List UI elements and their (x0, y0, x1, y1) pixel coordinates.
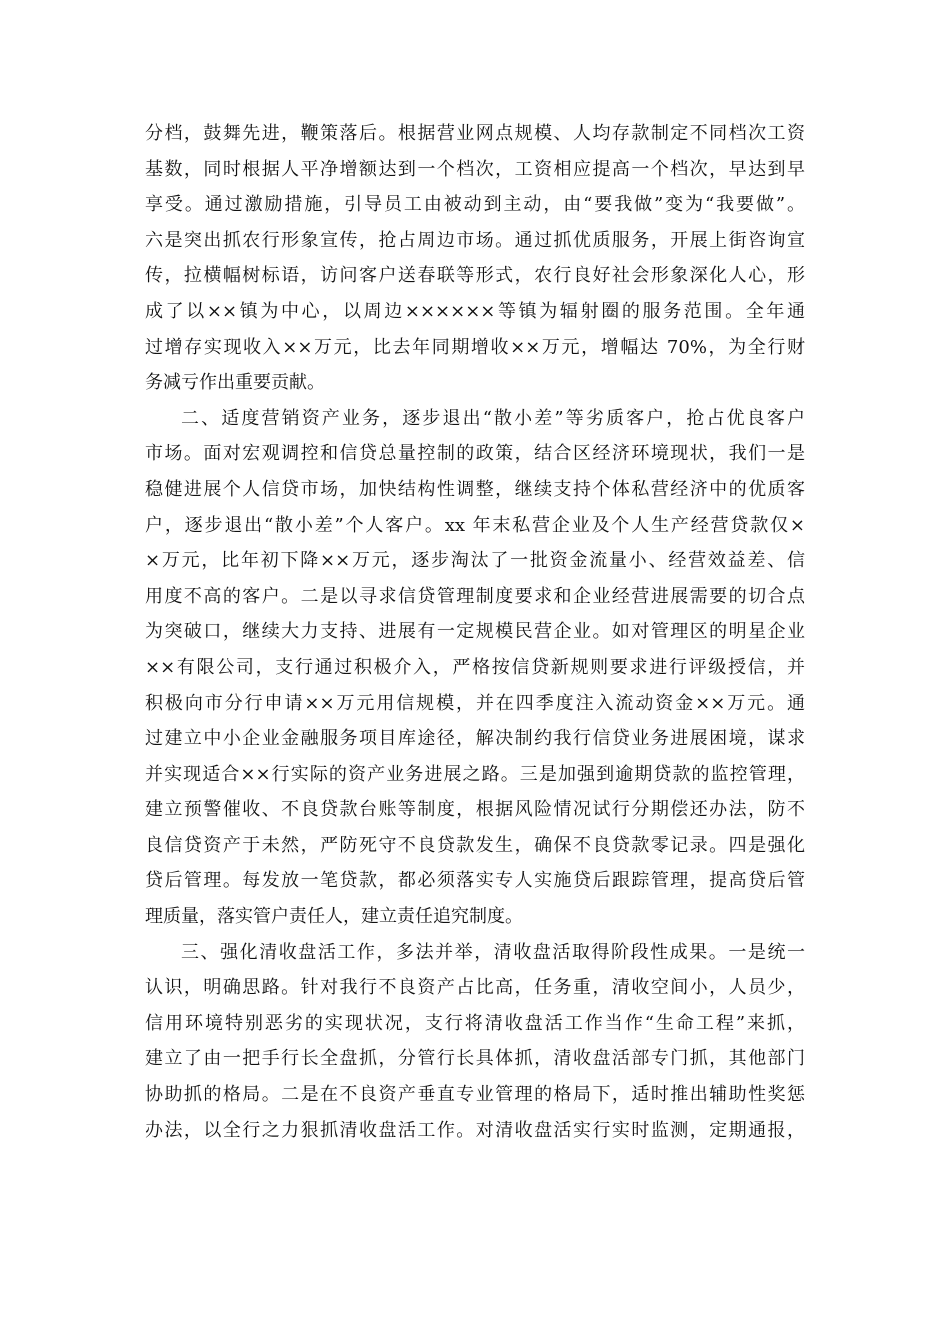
text-line: 为突破口，继续大力支持、进展有一定规模民营企业。如对管理区的明星企业 (145, 621, 805, 643)
text-line: 过增存实现收入××万元，比去年同期增收××万元，增幅达 70%，为全行财 (145, 336, 805, 358)
text-line: 务减亏作出重要贡献。 (145, 372, 325, 394)
text-line: 贷后管理。每发放一笔贷款，都必须落实专人实施贷后跟踪管理，提高贷后管 (145, 870, 805, 892)
text-line: 成了以××镇为中心，以周边××××××等镇为辐射圈的服务范围。全年通 (145, 300, 805, 322)
text-line: 办法，以全行之力狠抓清收盘活工作。对清收盘活实行实时监测，定期通报， (145, 1119, 805, 1141)
text-line: 基数，同时根据人平净增额达到一个档次，工资相应提高一个档次，早达到早 (145, 158, 805, 180)
text-line: ×万元，比年初下降××万元，逐步淘汰了一批资金流量小、经营效益差、信 (145, 550, 805, 572)
text-line: 传，拉横幅树标语，访问客户送春联等形式，农行良好社会形象深化人心，形 (145, 265, 805, 287)
text-line: 分档，鼓舞先进，鞭策落后。根据营业网点规模、人均存款制定不同档次工资 (145, 123, 805, 144)
paragraph-start-line: 二、适度营销资产业务，逐步退出“散小差”等劣质客户，抢占优良客户 (181, 407, 805, 429)
text-line: 信用环境特别恶劣的实现状况，支行将清收盘活工作当作“生命工程”来抓， (145, 1012, 805, 1034)
text-line: 建立了由一把手行长全盘抓，分管行长具体抓，清收盘活部专门抓，其他部门 (145, 1048, 805, 1070)
text-line: 建立预警催收、不良贷款台账等制度，根据风险情况试行分期偿还办法，防不 (145, 799, 805, 821)
text-line: 认识，明确思路。针对我行不良资产占比高，任务重，清收空间小，人员少， (145, 977, 805, 999)
text-line: 六是突出抓农行形象宣传，抢占周边市场。通过抓优质服务，开展上街咨询宣 (145, 229, 805, 251)
paragraph-start-line: 三、强化清收盘活工作，多法并举，清收盘活取得阶段性成果。一是统一 (181, 941, 805, 963)
text-line: 享受。通过激励措施，引导员工由被动到主动，由“要我做”变为“我要做”。 (145, 194, 805, 216)
text-line: 稳健进展个人信贷市场，加快结构性调整，继续支持个体私营经济中的优质客 (145, 478, 805, 500)
text-line: 理质量，落实管户责任人，建立责任追究制度。 (145, 906, 523, 928)
text-line: 并实现适合××行实际的资产业务进展之路。三是加强到逾期贷款的监控管理， (145, 763, 805, 785)
text-line: 过建立中小企业金融服务项目库途径，解决制约我行信贷业务进展困境，谋求 (145, 728, 805, 750)
body-text (145, 116, 805, 1148)
text-line: ××有限公司，支行通过积极介入，严格按信贷新规则要求进行评级授信，并 (145, 656, 805, 678)
text-line: 协助抓的格局。二是在不良资产垂直专业管理的格局下，适时推出辅助性奖惩 (145, 1084, 805, 1106)
text-line: 市场。面对宏观调控和信贷总量控制的政策，结合区经济环境现状，我们一是 (145, 443, 805, 465)
text-line: 用度不高的客户。二是以寻求信贷管理制度要求和企业经营进展需要的切合点 (145, 585, 805, 607)
text-line: 积极向市分行申请××万元用信规模，并在四季度注入流动资金××万元。通 (145, 692, 805, 714)
text-line: 户，逐步退出“散小差”个人客户。xx 年末私营企业及个人生产经营贷款仅× (145, 514, 805, 536)
text-line: 良信贷资产于未然，严防死守不良贷款发生，确保不良贷款零记录。四是强化 (145, 834, 805, 856)
